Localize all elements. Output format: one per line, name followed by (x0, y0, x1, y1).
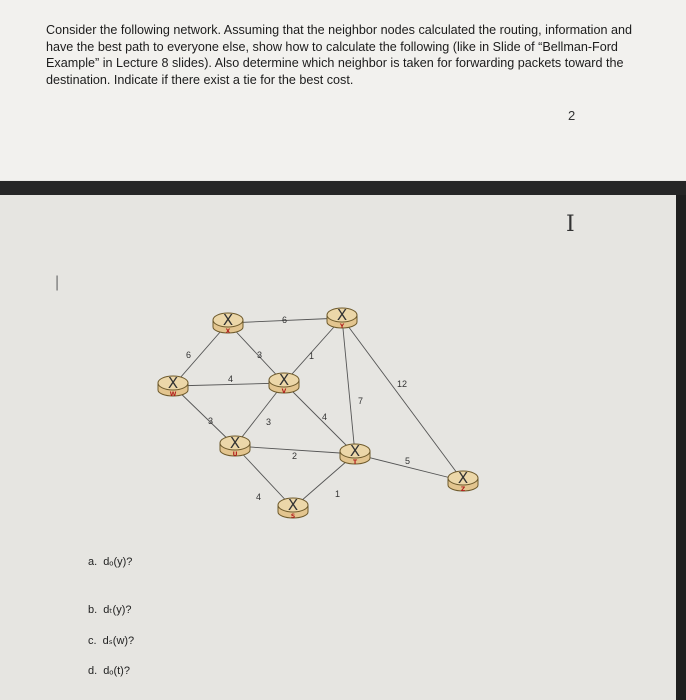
cost-y-t: 7 (358, 396, 364, 406)
router-s (278, 496, 308, 520)
cost-t-z: 5 (405, 456, 411, 466)
network-routers (158, 306, 478, 520)
router-y-label: Y (339, 323, 345, 330)
question-a-text: dₒ(y)? (103, 556, 133, 568)
router-s-label: S (290, 513, 296, 520)
question-b (88, 603, 132, 616)
router-w (158, 374, 188, 398)
router-z (448, 469, 478, 493)
router-t-label: T (352, 459, 358, 466)
question-c (88, 634, 134, 647)
router-u (220, 434, 250, 458)
question-d-text: dₒ(t)? (103, 665, 130, 677)
router-v-label: V (281, 388, 287, 395)
router-v (269, 371, 299, 395)
link-v-t (281, 383, 355, 454)
cost-y-z: 12 (397, 379, 408, 389)
cost-w-x: 6 (186, 350, 192, 360)
question-b-letter: b. (88, 604, 98, 616)
cost-w-v: 4 (228, 374, 234, 384)
stray-mark: | (55, 274, 60, 291)
router-x-label: X (225, 328, 231, 335)
router-x-icon: X (222, 311, 234, 329)
router-z-label: Z (460, 486, 466, 493)
question-b-text: dₜ(y)? (103, 604, 132, 616)
router-s-icon: X (287, 496, 299, 514)
text-cursor-icon: I (566, 212, 575, 237)
question-a-letter: a. (88, 556, 98, 568)
router-v-icon: X (278, 371, 290, 389)
question-d-letter: d. (88, 665, 98, 677)
router-w-icon: X (167, 374, 179, 392)
router-u-icon: X (229, 434, 241, 452)
question-d (88, 665, 130, 677)
cost-v-t: 4 (322, 412, 328, 422)
page-number: 2 (568, 108, 576, 123)
question-intro: Consider the following network. Assuming that the neighbor nodes calculated the routing, information and have the best path to everyone else, show how to calculate the following (like in Slide of “Bellman-Ford Example” in Lecture 8 slides). Also determine which neighbor is taken for forwarding packets toward the destination. Indicate if there exist a tie for the best cost. (46, 23, 632, 87)
cost-x-v: 3 (257, 350, 263, 360)
question-a (88, 556, 132, 568)
router-x (213, 311, 243, 335)
question-c-letter: c. (88, 635, 97, 647)
link-y-t (342, 318, 355, 454)
cost-t-s: 1 (335, 489, 341, 499)
cost-y-v: 1 (309, 351, 315, 361)
router-u-label: U (232, 451, 238, 458)
cost-x-y: 6 (282, 315, 288, 325)
network-links (173, 318, 463, 508)
router-y-icon: X (336, 306, 348, 324)
cost-w-u: 3 (208, 416, 214, 426)
link-costs (186, 315, 410, 502)
router-t-icon: X (349, 442, 361, 460)
cost-u-t: 2 (292, 451, 298, 461)
question-c-text: dₛ(w)? (102, 635, 135, 647)
router-w-label: W (169, 391, 177, 398)
cost-u-s: 4 (256, 492, 262, 502)
router-y (327, 306, 357, 330)
router-z-icon: X (457, 469, 469, 487)
cost-v-u: 3 (266, 417, 272, 427)
router-t (340, 442, 370, 466)
